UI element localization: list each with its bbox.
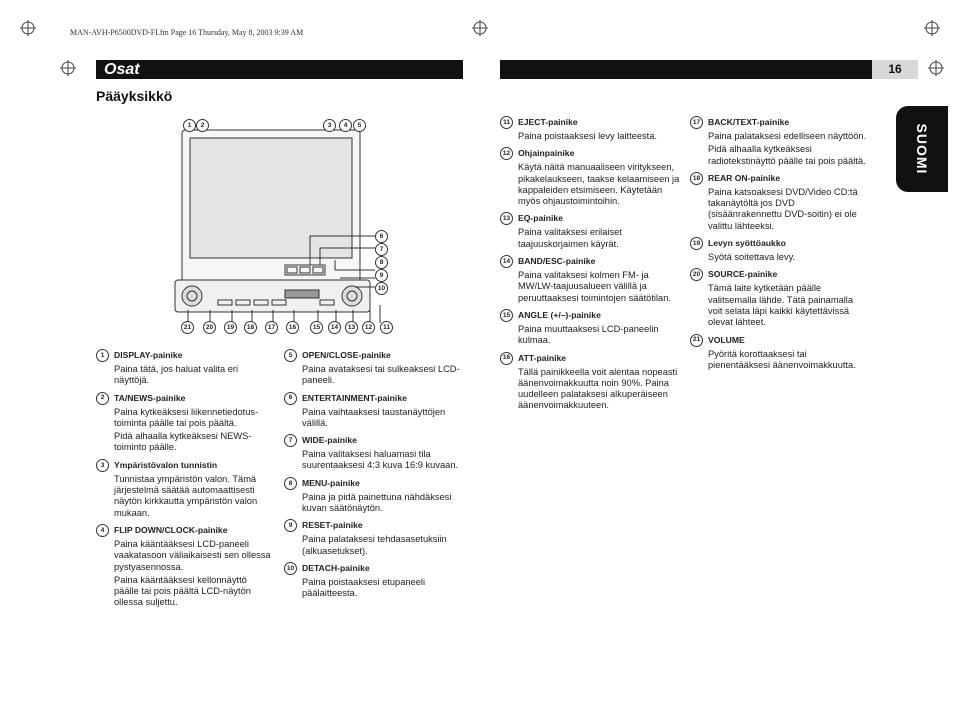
language-tab bbox=[896, 106, 948, 192]
entry-title-text: OPEN/CLOSE-painike bbox=[302, 350, 391, 360]
entry-title-text: EQ-painike bbox=[518, 213, 563, 224]
entry-title bbox=[284, 435, 464, 447]
entry-title-text: Levyn syöttöaukko bbox=[708, 238, 786, 249]
entry-title-text: SOURCE-painike bbox=[708, 269, 778, 280]
entry-number-badge: 21 bbox=[690, 334, 703, 347]
entry-title-text: RESET-painike bbox=[302, 520, 363, 531]
entry-title-text: EJECT-painike bbox=[518, 117, 578, 127]
entry-19 bbox=[690, 238, 870, 263]
entry-title-text: Ympäristövalon tunnistin bbox=[114, 459, 218, 470]
entry-10 bbox=[284, 563, 464, 600]
callout-5: 5 bbox=[353, 119, 366, 132]
callout-10: 10 bbox=[375, 282, 388, 295]
column-2 bbox=[284, 350, 464, 606]
entry-12 bbox=[500, 148, 682, 207]
entry-title-text: TA/NEWS-painike bbox=[114, 392, 186, 403]
entry-1 bbox=[96, 350, 274, 387]
entry-8 bbox=[284, 478, 464, 515]
entry-14 bbox=[500, 256, 682, 304]
entry-2 bbox=[96, 393, 274, 454]
entry-title bbox=[500, 310, 682, 322]
entry-title-text: VOLUME bbox=[708, 334, 745, 345]
entry-description: Pidä alhaalla kytkeäksesi NEWS-toiminto päälle. bbox=[114, 431, 252, 453]
callout-15: 15 bbox=[310, 321, 323, 334]
entry-title bbox=[690, 269, 870, 281]
entry-title bbox=[500, 117, 682, 129]
callout-12: 12 bbox=[362, 321, 375, 334]
entry-title bbox=[96, 460, 274, 472]
entry-13 bbox=[500, 213, 682, 250]
entry-description: Paina palataksesi edelliseen näyttöön. bbox=[708, 131, 867, 141]
callout-3: 3 bbox=[323, 119, 336, 132]
registration-mark-icon bbox=[924, 20, 940, 36]
entry-description: Paina avataksesi tai sulkeaksesi LCD-paneeli. bbox=[302, 364, 460, 386]
entry-description: Pyöritä korottaaksesi tai pienentääksesi äänenvoimakkuutta. bbox=[708, 348, 856, 370]
entry-title-text: FLIP DOWN/CLOCK-painike bbox=[114, 524, 228, 535]
callout-11: 11 bbox=[380, 321, 393, 334]
entry-title bbox=[500, 148, 682, 160]
page-subtitle: Pääyksikkö bbox=[96, 88, 173, 104]
entry-number-badge: 9 bbox=[284, 519, 297, 532]
entry-7 bbox=[284, 435, 464, 472]
section-bar bbox=[96, 60, 463, 79]
entry-description: Paina katsoaksesi DVD/Video CD:tä takanäytöltä jos DVD (sisäänrakennettu DVD-soitin) ei ole valittu lähteeksi. bbox=[708, 186, 858, 231]
page-number: 16 bbox=[872, 60, 918, 79]
entry-11 bbox=[500, 117, 682, 142]
entry-title bbox=[500, 213, 682, 225]
entry-number-badge: 14 bbox=[500, 255, 513, 268]
callout-13: 13 bbox=[345, 321, 358, 334]
column-1 bbox=[96, 350, 274, 615]
entry-number-badge: 7 bbox=[284, 434, 297, 447]
entry-number-badge: 2 bbox=[96, 392, 109, 405]
entry-number-badge: 3 bbox=[96, 459, 109, 472]
entry-title-text: MENU-painike bbox=[302, 477, 360, 488]
entry-title bbox=[284, 520, 464, 532]
entry-16 bbox=[500, 353, 682, 412]
callout-20: 20 bbox=[203, 321, 216, 334]
entry-title-text: BACK/TEXT-painike bbox=[708, 117, 790, 127]
callout-4: 4 bbox=[339, 119, 352, 132]
entry-title bbox=[284, 350, 464, 362]
entry-title-text: DISPLAY-painike bbox=[114, 350, 183, 360]
registration-mark-icon bbox=[20, 20, 36, 36]
entry-description: Paina muuttaaksesi LCD-paneelin kulmaa. bbox=[518, 323, 659, 346]
entry-title-text: DETACH-painike bbox=[302, 562, 370, 573]
entry-20 bbox=[690, 269, 870, 328]
entry-number-badge: 12 bbox=[500, 147, 513, 160]
entry-title-text: BAND/ESC-painike bbox=[518, 256, 596, 267]
entry-number-badge: 16 bbox=[500, 352, 513, 365]
section-title: Osat bbox=[104, 61, 140, 78]
entry-title bbox=[690, 238, 870, 250]
callout-1: 1 bbox=[183, 119, 196, 132]
entry-number-badge: 1 bbox=[96, 349, 109, 362]
callout-6: 6 bbox=[375, 230, 388, 243]
entry-number-badge: 20 bbox=[690, 268, 703, 281]
entry-title bbox=[500, 256, 682, 268]
entry-description: Paina kytkeäksesi liikennetiedotus-toiminta päälle tai pois päältä. bbox=[114, 406, 259, 428]
entry-number-badge: 19 bbox=[690, 237, 703, 250]
entry-description: Tällä painikkeella voit alentaa nopeasti äänenvoimakkuutta noin 90%. Paina uudelleen palataksesi alkuperäiseen äänenvoimakkuuteen. bbox=[518, 366, 678, 411]
entry-description: Pidä alhaalla kytkeäksesi radiotekstinäyttö päälle tai pois päältä. bbox=[708, 144, 866, 166]
entry-title bbox=[96, 393, 274, 405]
callout-7: 7 bbox=[375, 243, 388, 256]
entry-title bbox=[690, 335, 870, 347]
entry-description: Paina poistaaksesi levy laitteesta. bbox=[518, 131, 658, 141]
entry-description: Paina ja pidä painettuna nähdäksesi kuvan säätönäytön. bbox=[302, 491, 452, 514]
callout-8: 8 bbox=[375, 256, 388, 269]
entry-description: Paina tätä, jos haluat valita eri näyttöjä. bbox=[114, 364, 239, 386]
entry-title bbox=[690, 173, 870, 185]
callout-17: 17 bbox=[265, 321, 278, 334]
entry-5 bbox=[284, 350, 464, 387]
entry-6 bbox=[284, 393, 464, 430]
entry-description: Paina valitaksesi kolmen FM- ja MW/LW-taajuusalueen välillä ja peruuttaaksesi toimintojen säätötilan. bbox=[518, 270, 671, 303]
entry-title bbox=[96, 350, 274, 362]
registration-mark-icon bbox=[60, 60, 76, 76]
entry-18 bbox=[690, 173, 870, 232]
entry-number-badge: 11 bbox=[500, 116, 513, 129]
column-4 bbox=[690, 117, 870, 377]
callout-2: 2 bbox=[196, 119, 209, 132]
entry-description: Syötä soitettava levy. bbox=[708, 252, 796, 263]
entry-4 bbox=[96, 525, 274, 609]
entry-description: Paina valitaksesi erilaiset taajuuskorjaimen käyrät. bbox=[518, 227, 622, 249]
registration-mark-icon bbox=[472, 20, 488, 36]
entry-9 bbox=[284, 520, 464, 557]
entry-description: Käytä näitä manuaaliseen viritykseen, pikakelaukseen, taakse kelaamiseen ja kappaleiden etsimiseen. Käytetään myös ohjaustoimintoihin. bbox=[518, 162, 680, 207]
entry-number-badge: 5 bbox=[284, 349, 297, 362]
entry-title-text: ENTERTAINMENT-painike bbox=[302, 392, 407, 403]
registration-mark-icon bbox=[928, 60, 944, 76]
entry-15 bbox=[500, 310, 682, 347]
entry-number-badge: 6 bbox=[284, 392, 297, 405]
entry-title-text: ATT-painike bbox=[518, 352, 567, 363]
entry-description: Tämä laite kytketään päälle valitsemalla lähde. Tätä painamalla voit selata läpi kaikki käytettävissä olevat lähteet. bbox=[708, 283, 854, 328]
entry-description: Paina vaihtaaksesi taustanäyttöjen välillä. bbox=[302, 406, 446, 428]
entry-title-text: ANGLE (+/–)-painike bbox=[518, 309, 601, 320]
callout-18: 18 bbox=[244, 321, 257, 334]
entry-title bbox=[284, 478, 464, 490]
entry-description: Paina palataksesi tehdasasetuksiin (alkuasetukset). bbox=[302, 534, 447, 556]
entry-description: Paina kääntääksesi kellonnäyttö päälle tai pois päältä LCD-näytön ollessa suljettu. bbox=[114, 574, 251, 608]
entry-3 bbox=[96, 460, 274, 519]
entry-title bbox=[284, 393, 464, 405]
callout-19: 19 bbox=[224, 321, 237, 334]
language-label: SUOMI bbox=[914, 123, 930, 175]
callout-16: 16 bbox=[286, 321, 299, 334]
entry-title bbox=[500, 353, 682, 365]
entry-description: Tunnistaa ympäristön valon. Tämä järjestelmä säätää automaattisesti näytön kirkkautta ympäristön valon mukaan. bbox=[114, 473, 258, 518]
entry-title bbox=[284, 563, 464, 575]
entry-number-badge: 17 bbox=[690, 116, 703, 129]
entry-number-badge: 4 bbox=[96, 524, 109, 537]
entry-21 bbox=[690, 335, 870, 372]
entry-number-badge: 15 bbox=[500, 309, 513, 322]
callout-14: 14 bbox=[328, 321, 341, 334]
column-3 bbox=[500, 117, 682, 418]
callout-21: 21 bbox=[181, 321, 194, 334]
section-bar-right bbox=[500, 60, 872, 79]
entry-number-badge: 18 bbox=[690, 172, 703, 185]
entry-description: Paina valitaksesi haluamasi tila suurentaaksesi 4:3 kuva 16:9 kuvaan. bbox=[302, 449, 459, 471]
entry-17 bbox=[690, 117, 870, 167]
entry-title-text: REAR ON-painike bbox=[708, 172, 781, 183]
file-info-header: MAN-AVH-P6500DVD-FI.fm Page 16 Thursday, May 8, 2003 9:39 AM bbox=[70, 28, 304, 37]
entry-number-badge: 10 bbox=[284, 562, 297, 575]
entry-title bbox=[96, 525, 274, 537]
entry-title-text: WIDE-painike bbox=[302, 435, 357, 446]
head-unit-illustration bbox=[170, 115, 400, 340]
entry-title bbox=[690, 117, 870, 129]
callout-9: 9 bbox=[375, 269, 388, 282]
entry-title-text: Ohjainpainike bbox=[518, 148, 575, 159]
entry-number-badge: 8 bbox=[284, 477, 297, 490]
entry-description: Paina kääntääksesi LCD-paneeli vaakatasoon väliaikaisesti sen ollessa pystyasennossa. bbox=[114, 538, 271, 572]
entry-number-badge: 13 bbox=[500, 212, 513, 225]
entry-description: Paina poistaaksesi etupaneeli päälaitteesta. bbox=[302, 576, 426, 599]
